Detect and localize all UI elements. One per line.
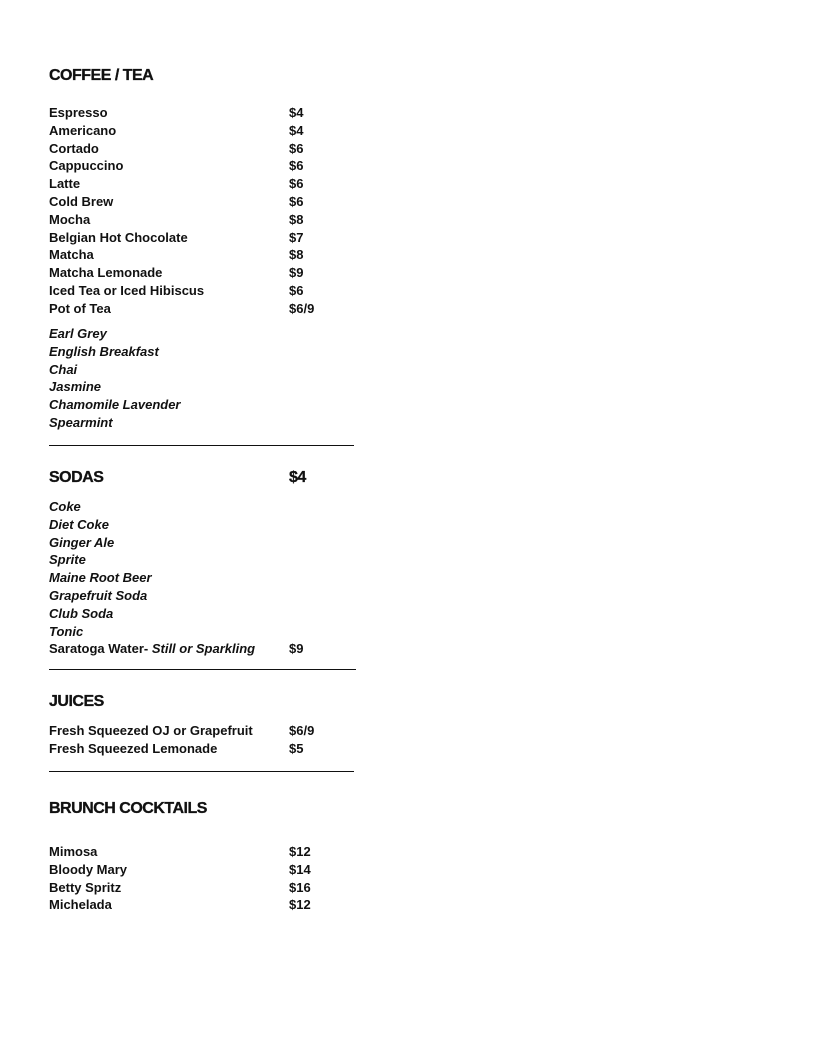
menu-item-price: $4 — [289, 105, 304, 120]
soda-item: Tonic — [49, 623, 84, 639]
menu-item-price: $8 — [289, 211, 304, 227]
tea-variety: Chamomile Lavender — [49, 397, 181, 413]
menu-item-name: Americano — [49, 122, 117, 138]
juices-heading: JUICES — [49, 693, 104, 710]
menu-item-name: Matcha — [49, 247, 94, 263]
menu-item-price: $14 — [289, 861, 311, 877]
soda-item: Diet Coke — [49, 516, 109, 532]
coffee-tea-heading: COFFEE / TEA — [49, 67, 154, 84]
menu-item-price: $6 — [289, 194, 304, 209]
menu-item-price: $6/9 — [289, 723, 315, 738]
soda-item: Maine Root Beer — [49, 570, 152, 586]
menu-item-name: Betty Spritz — [49, 879, 122, 895]
menu-item-name: Fresh Squeezed Lemonade — [49, 740, 218, 756]
sodas-heading: SODAS — [49, 469, 104, 486]
soda-item: Sprite — [49, 552, 86, 568]
menu-item-price: $12 — [289, 844, 311, 859]
menu-item-price: $6 — [289, 158, 304, 174]
sodas-price: $4 — [289, 469, 306, 486]
menu-item-price: $6/9 — [289, 300, 315, 316]
cocktails-heading: BRUNCH COCKTAILS — [49, 800, 207, 817]
menu-item-price: $9 — [289, 265, 304, 281]
menu-item-name: Matcha Lemonade — [49, 265, 163, 281]
menu-item-name: Mimosa — [49, 844, 98, 859]
menu-item-name: Cortado — [49, 140, 99, 156]
saratoga-water-option: Still or Sparkling — [151, 641, 256, 657]
saratoga-water-name: Saratoga Water- — [49, 641, 152, 657]
soda-item: Grapefruit Soda — [49, 588, 148, 603]
menu-item-price: $12 — [289, 897, 311, 913]
tea-variety: Earl Grey — [49, 326, 107, 341]
tea-variety: English Breakfast — [49, 343, 159, 359]
menu-item-name: Belgian Hot Chocolate — [49, 229, 188, 245]
tea-variety: Spearmint — [49, 415, 113, 430]
menu-item-name: Espresso — [49, 105, 108, 120]
menu-item-name: Cappuccino — [49, 158, 124, 174]
section-divider — [49, 445, 354, 446]
menu-item-name: Bloody Mary — [49, 861, 128, 877]
menu-item-name: Michelada — [49, 897, 112, 913]
tea-variety: Chai — [49, 361, 78, 377]
saratoga-water-price: $9 — [289, 641, 304, 657]
menu-item-price: $4 — [289, 122, 304, 138]
menu-item-name: Pot of Tea — [49, 300, 111, 316]
saratoga-water-item — [49, 640, 255, 658]
menu-item-price: $6 — [289, 176, 304, 192]
menu-item-price: $8 — [289, 247, 304, 263]
menu-item-name: Iced Tea or Iced Hibiscus — [49, 283, 205, 298]
menu-item-name: Fresh Squeezed OJ or Grapefruit — [49, 723, 253, 738]
menu-item-name: Latte — [49, 176, 81, 192]
soda-item: Coke — [49, 499, 81, 514]
menu-item-price: $6 — [289, 283, 304, 298]
menu-item-price: $7 — [289, 229, 304, 245]
section-divider — [49, 669, 356, 670]
menu-item-price: $16 — [289, 879, 311, 895]
menu-item-name: Mocha — [49, 211, 91, 227]
soda-item: Ginger Ale — [49, 534, 115, 550]
soda-item: Club Soda — [49, 605, 114, 621]
menu-item-price: $6 — [289, 140, 304, 156]
menu-item-price: $5 — [289, 740, 304, 756]
menu-item-name: Cold Brew — [49, 194, 114, 209]
section-divider — [49, 771, 354, 772]
tea-variety: Jasmine — [49, 379, 102, 395]
